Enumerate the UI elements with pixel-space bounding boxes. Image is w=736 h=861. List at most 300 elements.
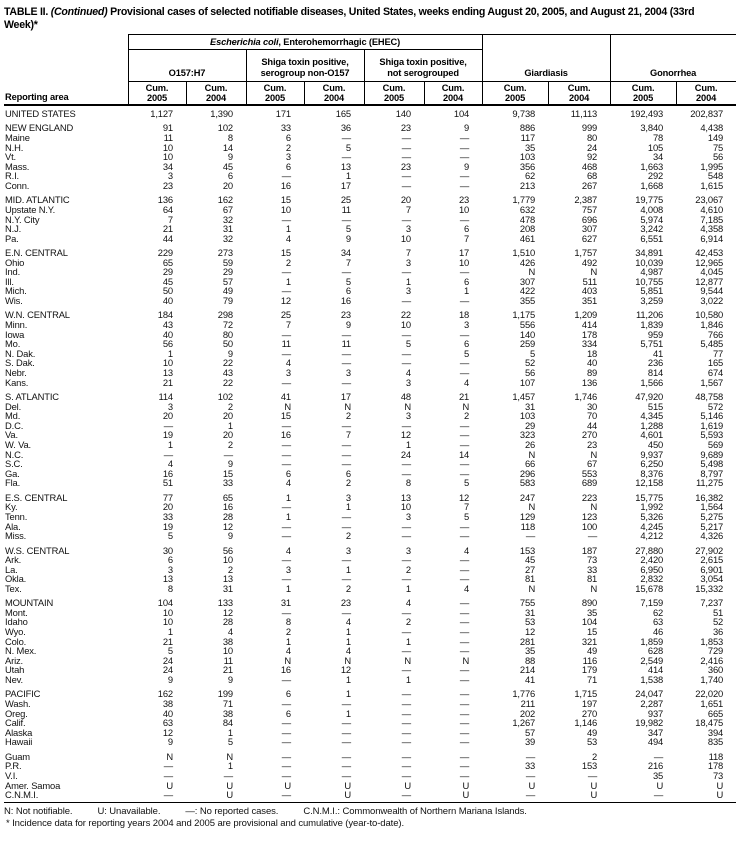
gonorrhea-header: Gonorrhea: [610, 35, 736, 82]
value-cell: 9: [227, 458, 233, 470]
value-cell: 9,738: [512, 108, 536, 119]
value-cell: 13: [400, 491, 411, 503]
value-cell: N: [528, 582, 536, 594]
value-cell: 4: [285, 544, 291, 556]
value-cell: 1,776: [512, 688, 536, 700]
value-cell: —: [459, 438, 470, 450]
value-cell: —: [459, 151, 470, 163]
value-cell: 1: [227, 419, 233, 431]
value-cell: 835: [707, 736, 724, 748]
value-cell: 178: [707, 760, 724, 772]
value-cell: 19: [162, 429, 173, 441]
reporting-area-cell: Guam: [5, 750, 30, 762]
value-cell: 34: [340, 247, 351, 259]
value-cell: —: [341, 554, 351, 566]
value-cell: 628: [647, 645, 664, 657]
table-row: [4, 718, 736, 728]
value-cell: 184: [157, 309, 173, 321]
value-cell: 36: [340, 122, 351, 134]
value-cell: —: [341, 376, 351, 388]
reporting-area-cell: Mont.: [5, 606, 28, 618]
value-cell: —: [401, 170, 411, 182]
value-cell: 12: [400, 429, 411, 441]
table-row: [4, 105, 736, 119]
value-cell: —: [459, 429, 470, 441]
value-cell: 10: [162, 616, 173, 628]
value-cell: 45: [162, 275, 173, 287]
value-cell: 6: [285, 688, 291, 700]
value-cell: 63: [652, 616, 664, 628]
value-cell: 15: [586, 626, 598, 638]
table-row: [4, 627, 736, 637]
value-cell: 766: [707, 328, 724, 340]
table-body: [4, 105, 736, 800]
table-row: [4, 123, 736, 133]
value-cell: 7,185: [700, 213, 724, 225]
reporting-area-cell: Ind.: [5, 266, 21, 278]
value-cell: —: [459, 266, 470, 278]
value-cell: 22: [222, 357, 233, 369]
value-cell: 24: [162, 664, 173, 676]
value-cell: 41: [524, 674, 536, 686]
value-cell: 104: [157, 597, 173, 609]
value-cell: 553: [581, 467, 598, 479]
value-cell: 16,382: [695, 491, 724, 503]
table-header: [4, 35, 736, 106]
value-cell: 17: [340, 391, 351, 403]
value-cell: 81: [524, 573, 536, 585]
value-cell: 6,250: [640, 458, 664, 470]
value-cell: 273: [217, 247, 233, 259]
value-cell: —: [163, 448, 173, 460]
value-cell: 12,877: [695, 275, 724, 287]
value-cell: 16: [162, 467, 173, 479]
value-cell: 171: [275, 108, 291, 119]
reporting-area-cell: Ark.: [5, 554, 22, 566]
value-cell: 7: [345, 256, 351, 268]
value-cell: 5: [464, 477, 470, 489]
value-cell: 5,498: [700, 458, 724, 470]
value-cell: 1: [405, 674, 411, 686]
value-cell: 3: [285, 367, 291, 379]
value-cell: 8,797: [700, 467, 724, 479]
table-row: [4, 546, 736, 556]
table-row: [4, 565, 736, 575]
value-cell: 2: [345, 410, 351, 422]
value-cell: 35: [586, 606, 598, 618]
value-cell: 4: [345, 616, 351, 628]
value-cell: 79: [222, 295, 233, 307]
value-cell: 71: [586, 674, 598, 686]
value-cell: —: [401, 789, 411, 801]
value-cell: 5,593: [700, 429, 724, 441]
value-cell: 41: [280, 391, 291, 403]
value-cell: 199: [217, 688, 233, 700]
value-cell: 47,920: [635, 391, 664, 403]
value-cell: 494: [647, 736, 664, 748]
value-cell: N: [590, 582, 598, 594]
value-cell: 28: [222, 616, 233, 628]
value-cell: 8: [227, 131, 233, 143]
reporting-area-cell: Nebr.: [5, 367, 27, 379]
table-row: [4, 411, 736, 421]
value-cell: —: [459, 179, 470, 191]
value-cell: 3: [167, 170, 173, 182]
value-cell: —: [281, 769, 291, 781]
value-cell: —: [401, 179, 411, 191]
table-row: [4, 330, 736, 340]
reporting-area-cell: P.R.: [5, 760, 22, 772]
value-cell: 15,678: [635, 582, 664, 594]
value-cell: 12: [162, 726, 173, 738]
value-cell: 41: [652, 347, 664, 359]
value-cell: 16: [280, 664, 291, 676]
value-cell: 43: [162, 319, 173, 331]
reporting-area-cell: Ariz.: [5, 654, 24, 666]
value-cell: U: [226, 779, 233, 791]
value-cell: 9: [167, 674, 173, 686]
value-cell: —: [281, 573, 291, 585]
value-cell: —: [341, 726, 351, 738]
value-cell: 298: [217, 309, 233, 321]
value-cell: 10: [162, 357, 173, 369]
value-cell: 3,022: [700, 295, 724, 307]
value-cell: 20: [400, 194, 411, 206]
value-cell: —: [401, 626, 411, 638]
value-cell: 24: [586, 141, 598, 153]
value-cell: —: [459, 606, 470, 618]
value-cell: —: [459, 688, 470, 700]
col-header-10: Cum. 2004: [676, 82, 736, 106]
reporting-area-cell: Amer. Samoa: [5, 779, 61, 791]
value-cell: 165: [335, 108, 351, 119]
value-cell: 1,619: [700, 419, 724, 431]
value-cell: 1: [345, 688, 351, 700]
reporting-area-cell: V.I.: [5, 769, 18, 781]
value-cell: 247: [519, 491, 536, 503]
reporting-area-cell: Colo.: [5, 635, 27, 647]
reporting-area-cell: Utah: [5, 664, 25, 676]
value-cell: 31: [280, 597, 291, 609]
value-cell: —: [341, 213, 351, 225]
value-cell: 57: [222, 275, 233, 287]
value-cell: 270: [581, 707, 598, 719]
value-cell: 4,212: [640, 530, 664, 542]
value-cell: —: [401, 347, 411, 359]
shiga-not-serogrouped-header: Shiga toxin positive, not serogrouped: [364, 50, 482, 82]
value-cell: 35: [524, 645, 536, 657]
value-cell: 48,758: [695, 391, 724, 403]
value-cell: 197: [581, 698, 598, 710]
value-cell: 3: [345, 491, 351, 503]
value-cell: 3: [405, 410, 411, 422]
page-title: [4, 6, 730, 31]
value-cell: 52: [712, 616, 724, 628]
value-cell: —: [281, 448, 291, 460]
value-cell: 3,259: [640, 295, 664, 307]
value-cell: 2: [285, 141, 291, 153]
value-cell: 40: [586, 357, 598, 369]
value-cell: 16: [222, 501, 233, 513]
reporting-area-cell: Mo.: [5, 338, 21, 350]
reporting-area-cell: Wash.: [5, 698, 31, 710]
table-row: [4, 752, 736, 762]
value-cell: 23: [400, 160, 411, 172]
table-row: [4, 522, 736, 532]
value-cell: 323: [519, 429, 536, 441]
value-cell: 10: [458, 256, 470, 268]
col-header-9: Cum. 2005: [610, 82, 676, 106]
value-cell: 1,839: [640, 319, 664, 331]
value-cell: 202: [519, 707, 536, 719]
reporting-area-cell: Va.: [5, 429, 18, 441]
value-cell: 281: [519, 635, 536, 647]
value-cell: 6,914: [700, 232, 724, 244]
col-header-3: Cum. 2005: [246, 82, 304, 106]
value-cell: 360: [707, 664, 724, 676]
value-cell: —: [459, 295, 470, 307]
reporting-area-cell: N. Mex.: [5, 645, 37, 657]
value-cell: 140: [519, 328, 536, 340]
value-cell: —: [401, 688, 411, 700]
title-text: Provisional cases of selected notifiable diseases, United States, weeks ending August 20, 2005, and August 21, 2004: [110, 6, 668, 18]
value-cell: 1,663: [640, 160, 664, 172]
value-cell: —: [281, 760, 291, 772]
value-cell: 4: [405, 597, 411, 609]
value-cell: —: [525, 789, 536, 801]
reporting-area-cell: Okla.: [5, 573, 27, 585]
value-cell: 1: [285, 491, 291, 503]
value-cell: 4: [285, 645, 291, 657]
value-cell: 1: [464, 285, 470, 297]
value-cell: —: [281, 376, 291, 388]
value-cell: 20: [222, 410, 233, 422]
reporting-area-cell: S. ATLANTIC: [5, 391, 59, 403]
table-row: [4, 781, 736, 791]
value-cell: 1,567: [700, 376, 724, 388]
value-cell: 78: [652, 131, 664, 143]
col-header-6: Cum. 2004: [424, 82, 482, 106]
value-cell: 30: [586, 400, 598, 412]
value-cell: 5,275: [700, 510, 724, 522]
value-cell: 16: [280, 429, 291, 441]
value-cell: 5,217: [700, 520, 724, 532]
value-cell: —: [341, 151, 351, 163]
value-cell: 2: [592, 750, 598, 762]
value-cell: 20: [162, 410, 173, 422]
value-cell: 49: [586, 645, 598, 657]
table-row: [4, 421, 736, 431]
value-cell: —: [341, 419, 351, 431]
table-row: [4, 608, 736, 618]
value-cell: 4: [464, 544, 470, 556]
table-row: [4, 224, 736, 234]
value-cell: 13: [162, 573, 173, 585]
value-cell: 1: [405, 275, 411, 287]
reporting-area-cell: W.S. CENTRAL: [5, 544, 70, 556]
value-cell: 236: [647, 357, 664, 369]
legend-not-notifiable: N: Not notifiable.: [4, 805, 73, 817]
reporting-area-cell: Upstate N.Y.: [5, 203, 56, 215]
value-cell: 1: [285, 275, 291, 287]
value-cell: 10: [222, 645, 233, 657]
value-cell: 149: [707, 131, 724, 143]
notifiable-diseases-table: [4, 34, 736, 800]
value-cell: —: [459, 717, 470, 729]
value-cell: 3: [285, 563, 291, 575]
value-cell: —: [459, 750, 470, 762]
value-cell: 729: [707, 645, 724, 657]
value-cell: U: [344, 779, 351, 791]
value-cell: 102: [217, 122, 233, 134]
value-cell: 129: [519, 510, 536, 522]
value-cell: 136: [581, 376, 598, 388]
value-cell: —: [401, 328, 411, 340]
reporting-area-cell: Mich.: [5, 285, 27, 297]
value-cell: 73: [712, 769, 724, 781]
value-cell: 21: [458, 391, 470, 403]
value-cell: —: [525, 750, 536, 762]
value-cell: —: [459, 554, 470, 566]
value-cell: 2: [285, 626, 291, 638]
value-cell: —: [401, 736, 411, 748]
value-cell: 23,067: [695, 194, 724, 206]
value-cell: 22,020: [695, 688, 724, 700]
value-cell: 29: [222, 266, 233, 278]
value-cell: 9: [167, 736, 173, 748]
value-cell: 23: [458, 194, 470, 206]
value-cell: 104: [581, 616, 598, 628]
value-cell: 3,840: [640, 122, 664, 134]
value-cell: —: [341, 717, 351, 729]
value-cell: 4,358: [700, 223, 724, 235]
value-cell: 556: [519, 319, 536, 331]
value-cell: 18: [586, 347, 598, 359]
value-cell: 478: [519, 213, 536, 225]
value-cell: —: [401, 141, 411, 153]
value-cell: 5: [167, 645, 173, 657]
reporting-area-cell: Hawaii: [5, 736, 33, 748]
col-header-1: Cum. 2005: [128, 82, 186, 106]
col-header-2: Cum. 2004: [186, 82, 246, 106]
value-cell: N: [284, 654, 291, 666]
value-cell: U: [462, 789, 470, 801]
value-cell: U: [656, 779, 664, 791]
value-cell: 10: [222, 554, 233, 566]
value-cell: 8: [167, 582, 173, 594]
value-cell: 80: [586, 131, 598, 143]
table-row: [4, 162, 736, 172]
value-cell: 23: [340, 597, 351, 609]
value-cell: 38: [222, 707, 233, 719]
table-row: [4, 728, 736, 738]
value-cell: 56: [222, 544, 233, 556]
value-cell: —: [341, 328, 351, 340]
value-cell: 31: [524, 606, 536, 618]
value-cell: —: [401, 707, 411, 719]
value-cell: —: [459, 141, 470, 153]
table-row: [4, 598, 736, 608]
value-cell: 4,008: [640, 203, 664, 215]
value-cell: 178: [581, 328, 598, 340]
table-row: [4, 143, 736, 153]
table-row: [4, 215, 736, 225]
value-cell: 7: [405, 203, 411, 215]
value-cell: —: [401, 295, 411, 307]
value-cell: 1: [285, 223, 291, 235]
value-cell: N: [166, 750, 173, 762]
value-cell: —: [401, 458, 411, 470]
value-cell: —: [401, 664, 411, 676]
value-cell: 92: [586, 151, 598, 163]
table-row: [4, 378, 736, 388]
value-cell: 4: [285, 477, 291, 489]
reporting-area-cell: Ohio: [5, 256, 25, 268]
value-cell: 46: [652, 626, 664, 638]
table-row: [4, 656, 736, 666]
value-cell: 57: [524, 726, 536, 738]
value-cell: 14: [458, 448, 470, 460]
value-cell: N: [528, 266, 536, 278]
value-cell: —: [587, 769, 598, 781]
value-cell: 674: [707, 367, 724, 379]
reporting-area-cell: Md.: [5, 410, 21, 422]
value-cell: U: [528, 779, 536, 791]
table-row: [4, 430, 736, 440]
reporting-area-cell: Alaska: [5, 726, 33, 738]
value-cell: 73: [586, 554, 598, 566]
value-cell: 11: [281, 338, 291, 350]
value-cell: 3,054: [700, 573, 724, 585]
value-cell: —: [281, 789, 291, 801]
value-cell: 1: [167, 347, 173, 359]
value-cell: 133: [217, 597, 233, 609]
value-cell: 9: [345, 232, 351, 244]
value-cell: 27: [524, 563, 536, 575]
reporting-area-cell: MOUNTAIN: [5, 597, 54, 609]
value-cell: 9: [227, 347, 233, 359]
value-cell: —: [341, 357, 351, 369]
value-cell: 11,113: [570, 108, 598, 119]
table-row: [4, 152, 736, 162]
value-cell: 100: [581, 520, 598, 532]
value-cell: 3: [345, 367, 351, 379]
value-cell: 36: [712, 626, 724, 638]
value-cell: U: [344, 789, 351, 801]
value-cell: 468: [581, 160, 598, 172]
value-cell: 33: [280, 122, 291, 134]
value-cell: 51: [712, 606, 724, 618]
value-cell: 187: [581, 544, 598, 556]
value-cell: —: [281, 520, 291, 532]
reporting-area-cell: C.N.M.I.: [5, 789, 39, 801]
value-cell: —: [341, 760, 351, 772]
value-cell: —: [163, 760, 173, 772]
value-cell: 229: [157, 247, 173, 259]
table-row: [4, 349, 736, 359]
value-cell: —: [525, 530, 536, 542]
value-cell: 63: [162, 717, 173, 729]
value-cell: 29: [162, 266, 173, 278]
value-cell: 26: [524, 438, 536, 450]
value-cell: —: [341, 347, 351, 359]
value-cell: —: [459, 367, 470, 379]
table-row: [4, 689, 736, 699]
value-cell: 16: [280, 179, 291, 191]
value-cell: 3: [405, 285, 411, 297]
table-row: [4, 761, 736, 771]
reporting-area-cell: Fla.: [5, 477, 21, 489]
